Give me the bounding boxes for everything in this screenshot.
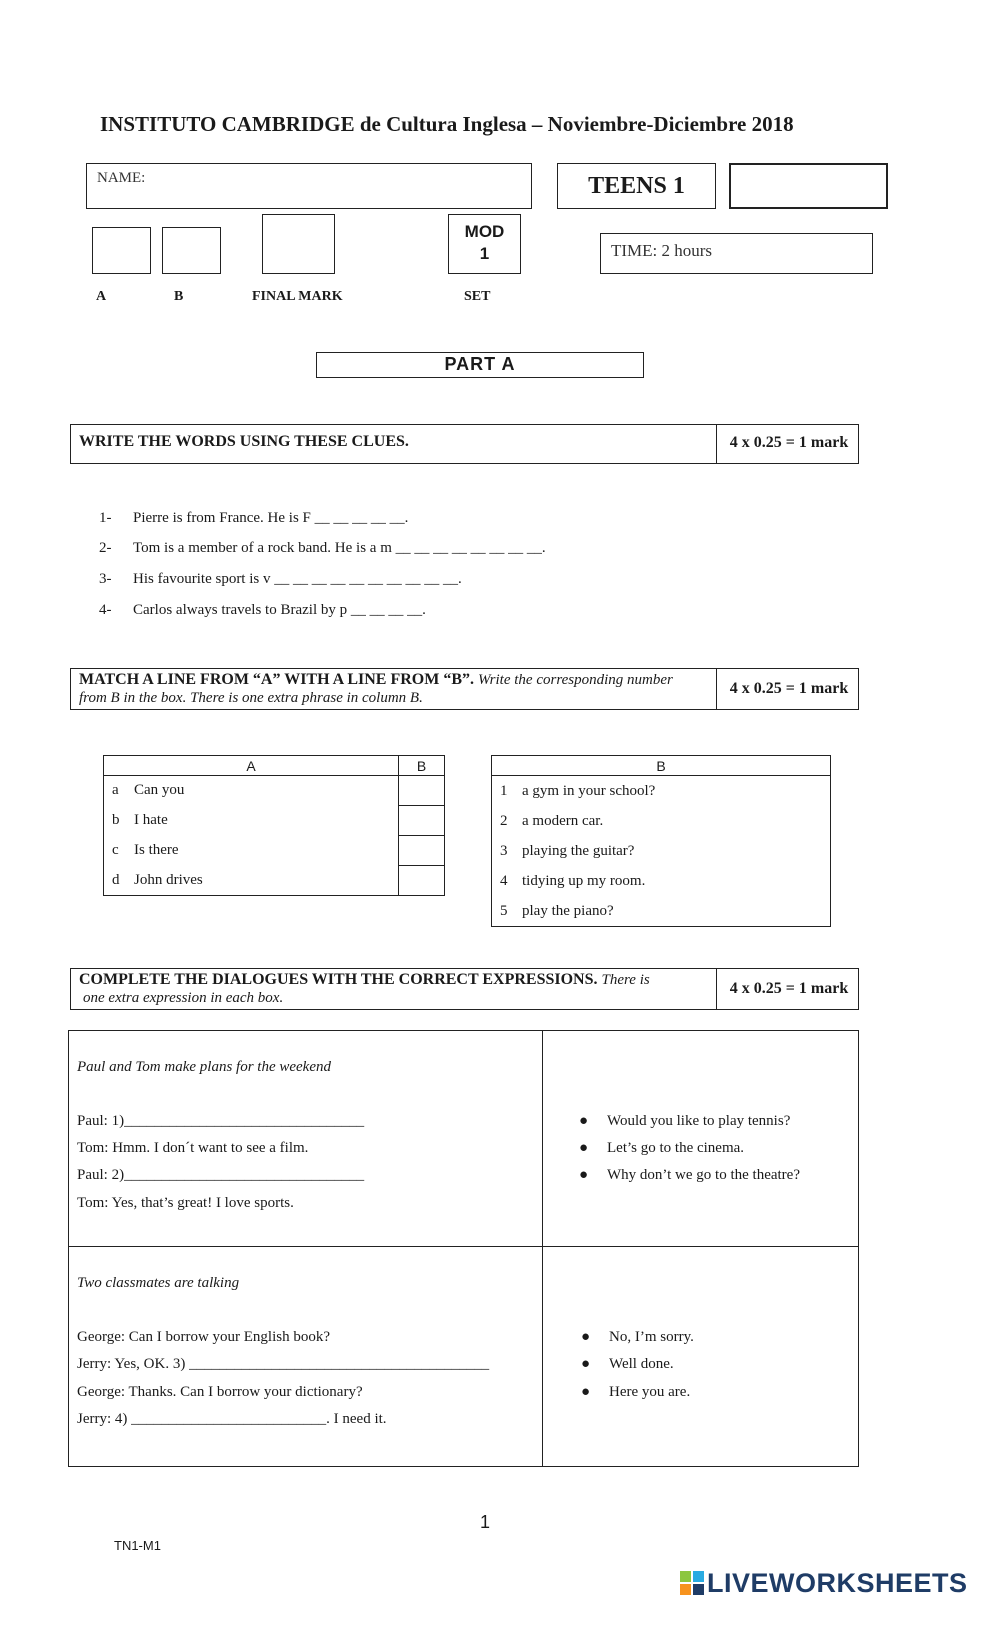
document-code: TN1-M1 <box>114 1538 161 1553</box>
mod-label: MOD <box>464 222 505 241</box>
section2-divider <box>716 669 717 709</box>
option-text: Let’s go to the cinema. <box>607 1140 745 1156</box>
item-key: 2 <box>500 813 508 829</box>
item-text: a modern car. <box>522 813 604 829</box>
score-box[interactable] <box>729 163 888 209</box>
section2-mark: 4 x 0.25 = 1 mark <box>729 680 849 697</box>
list-b-body <box>492 776 831 927</box>
list-b-item-3 <box>500 836 830 866</box>
section2-title: MATCH A LINE FROM “A” WITH A LINE FROM “B”. <box>79 671 474 688</box>
section3-mark: 4 x 0.25 = 1 mark <box>729 980 849 997</box>
dialogue-2-line-4[interactable]: Jerry: 4) __________________________. I need it. <box>77 1411 387 1427</box>
section3-instruction-2: one extra expression in each box. <box>83 990 284 1006</box>
item-text: play the piano? <box>522 903 614 919</box>
label-b: B <box>174 289 184 304</box>
answer-box-b[interactable] <box>399 806 445 836</box>
document-title: INSTITUTO CAMBRIDGE de Cultura Inglesa – Noviembre-Diciembre 2018 <box>100 112 794 136</box>
option-2-2 <box>581 1356 674 1373</box>
liveworksheets-brand[interactable] <box>680 1568 968 1599</box>
item-text: tidying up my room. <box>522 873 646 889</box>
label-set: SET <box>464 289 491 304</box>
dialogue-2-heading: Two classmates are talking <box>77 1275 240 1291</box>
bullet-icon: ● <box>581 1329 591 1345</box>
section3-divider <box>716 969 717 1009</box>
row-key: d <box>112 871 120 888</box>
dialogue-1-line-4: Tom: Yes, that’s great! I love sports. <box>77 1195 294 1211</box>
item-key: 5 <box>500 903 508 919</box>
section1-divider <box>716 425 717 463</box>
option-1-3 <box>579 1167 800 1184</box>
section3-title: COMPLETE THE DIALOGUES WITH THE CORRECT EXPRESSIONS. <box>79 971 598 988</box>
list-b-header: B <box>492 756 831 776</box>
section2-instructions <box>71 669 715 709</box>
name-box[interactable] <box>86 163 532 209</box>
bullet-icon: ● <box>579 1113 589 1129</box>
option-2-3 <box>581 1384 690 1401</box>
level-box: TEENS 1 <box>557 163 716 209</box>
clue-text: Pierre is from France. He is F __ __ __ __ __. <box>133 510 409 526</box>
section2-header <box>70 668 859 710</box>
clue-item-2 <box>99 540 546 557</box>
clue-number: 4- <box>99 602 112 618</box>
dialogue-1-heading: Paul and Tom make plans for the weekend <box>77 1059 331 1075</box>
answer-box-d[interactable] <box>399 866 445 896</box>
final-mark-box[interactable] <box>262 214 335 274</box>
name-label: NAME: <box>97 170 146 186</box>
grid-vertical-divider <box>542 1031 543 1466</box>
section2-instruction-1: Write the corresponding number <box>478 672 673 688</box>
row-text: John drives <box>134 871 203 888</box>
option-1-2 <box>579 1140 744 1157</box>
section3-instruction-1: There is <box>601 972 650 988</box>
answer-box-a[interactable] <box>399 776 445 806</box>
mod-number: 1 <box>479 244 490 263</box>
clue-number: 2- <box>99 540 112 556</box>
match-row-c <box>104 836 399 866</box>
section3-header <box>70 968 859 1010</box>
label-a: A <box>96 289 107 304</box>
match-table-b <box>491 755 831 927</box>
col-b-header: B <box>399 756 445 776</box>
item-key: 3 <box>500 843 508 859</box>
match-row-b <box>104 806 399 836</box>
list-b-item-1 <box>500 776 830 806</box>
clue-number: 1- <box>99 510 112 526</box>
match-row-a <box>104 776 399 806</box>
section1-title: WRITE THE WORDS USING THESE CLUES. <box>79 433 409 450</box>
row-key: b <box>112 812 120 828</box>
section1-mark: 4 x 0.25 = 1 mark <box>729 434 849 451</box>
answer-box-c[interactable] <box>399 836 445 866</box>
dialogue-grid <box>68 1030 859 1467</box>
dialogue-1-line-1[interactable]: Paul: 1)________________________________ <box>77 1113 365 1129</box>
dialogue-2-line-3: George: Thanks. Can I borrow your dictionary? <box>77 1384 363 1400</box>
bullet-icon: ● <box>579 1167 589 1183</box>
mark-box-b[interactable] <box>162 227 221 274</box>
clue-text: Tom is a member of a rock band. He is a m __ __ __ __ __ __ __ __. <box>133 540 546 556</box>
grid-horizontal-divider <box>69 1246 858 1247</box>
list-b-item-2 <box>500 806 830 836</box>
section2-instruction-2: from B in the box. There is one extra phrase in column B. <box>79 690 423 706</box>
time-box: TIME: 2 hours <box>600 233 873 274</box>
clue-item-4 <box>99 602 426 619</box>
option-text: Why don’t we go to the theatre? <box>607 1167 800 1183</box>
dialogue-2-line-1: George: Can I borrow your English book? <box>77 1329 331 1345</box>
brand-text: LIVEWORKSHEETS <box>707 1568 968 1598</box>
option-text: Would you like to play tennis? <box>607 1113 791 1129</box>
dialogue-1-line-3[interactable]: Paul: 2)________________________________ <box>77 1167 365 1183</box>
row-key: c <box>112 842 119 858</box>
item-text: playing the guitar? <box>522 843 635 859</box>
dialogue-1-line-2: Tom: Hmm. I don´t want to see a film. <box>77 1140 309 1156</box>
dialogue-2-line-2[interactable]: Jerry: Yes, OK. 3) ________________________________________ <box>77 1356 490 1372</box>
clue-text: Carlos always travels to Brazil by p __ __ __ __. <box>133 602 426 618</box>
match-table-a <box>103 755 445 896</box>
section3-instructions <box>71 969 715 1009</box>
item-key: 4 <box>500 873 508 889</box>
clue-number: 3- <box>99 571 112 587</box>
bullet-icon: ● <box>581 1356 591 1372</box>
part-a-heading: PART A <box>316 352 644 378</box>
option-1-1 <box>579 1113 790 1130</box>
mark-box-a[interactable] <box>92 227 151 274</box>
item-key: 1 <box>500 783 508 799</box>
clue-item-3 <box>99 571 462 588</box>
row-key: a <box>112 782 119 799</box>
match-row-d <box>104 866 399 896</box>
page-number: 1 <box>480 1512 491 1532</box>
item-text: a gym in your school? <box>522 783 656 799</box>
option-text: No, I’m sorry. <box>609 1329 694 1345</box>
bullet-icon: ● <box>581 1384 591 1400</box>
list-b-item-4 <box>500 866 830 896</box>
row-text: Can you <box>134 782 185 799</box>
section1-header <box>70 424 859 464</box>
clue-text: His favourite sport is v __ __ __ __ __ __ __ __ __ __. <box>133 571 462 587</box>
list-b-item-5 <box>500 896 830 926</box>
option-text: Well done. <box>609 1356 674 1372</box>
option-2-1 <box>581 1329 694 1346</box>
label-final-mark: FINAL MARK <box>252 289 343 304</box>
mod-box <box>448 214 521 274</box>
row-text: I hate <box>134 812 168 828</box>
option-text: Here you are. <box>609 1384 691 1400</box>
liveworksheets-logo-icon <box>680 1571 704 1595</box>
clue-item-1 <box>99 510 408 527</box>
row-text: Is there <box>134 842 179 858</box>
bullet-icon: ● <box>579 1140 589 1156</box>
col-a-header: A <box>104 756 399 776</box>
